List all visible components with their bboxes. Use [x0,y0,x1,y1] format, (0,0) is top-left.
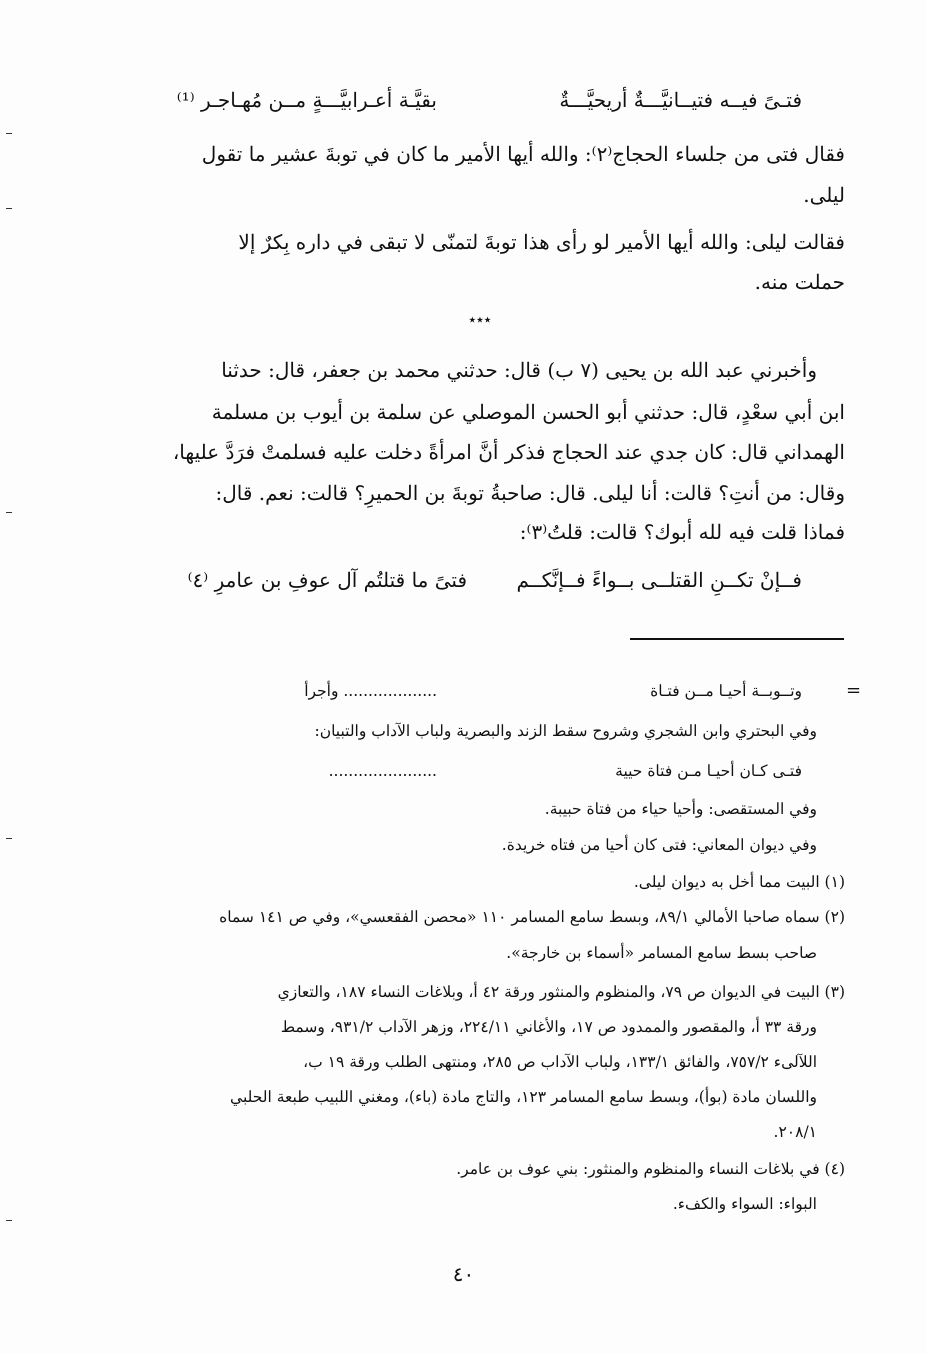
para3-line4: وقال: من أنتِ؟ قالت: أنا ليلى. قال: صاحبةُ توبةَ بن الحميرِ؟ قالت: نعم. قال: [215,481,845,505]
fn-verse1-right: وتــوبــة أحيـا مــن فتـاة [650,682,802,700]
para1-line1: فقال فتى من جلساء الحجاج⁽٢⁾: والله أيها الأمير ما كان في توبةَ عشير ما تقول [201,142,845,166]
footnote-2-line2: صاحب بسط سامع المسامر «أسماء بن خارجة». [506,944,817,962]
footnote-4-line2: البواء: السواء والكفء. [672,1195,817,1213]
verse1-left-hemistich: بقيَّـة أعـرابيَّـــةٍ مــن مُهـاجـر ⁽¹⁾ [176,88,437,112]
fn-line-a: وفي البحتري وابن الشجري وشروح سقط الزند والبصرية ولباب الآداب والتبيان: [314,722,817,740]
page-number: ٤٠ [452,1262,475,1286]
para1-line2: ليلى. [803,183,845,207]
verse2-right-hemistich: فــإنْ تكــنِ القتلــى بــواءً فــإنَّكــم [516,568,802,592]
para2-line2: حملت منه. [754,270,845,294]
footnote-3-line1: (٣) البيت في الديوان ص ٧٩، والمنظوم والمنثور ورقة ٤٢ أ، وبلاغات النساء ١٨٧، والتعازي [277,983,845,1001]
margin-mark [6,133,12,134]
margin-mark [6,838,12,839]
footnote-3-line3: اللآلىء ٧٥٧/٢، والفائق ١٣٣/١، ولباب الآداب ص ٢٨٥، ومنتهى الطلب ورقة ١٩ ب، [303,1053,817,1071]
footnote-4-line1: (٤) في بلاغات النساء والمنظوم والمنثور: بني عوف بن عامر. [456,1160,845,1178]
para2-line1: فقالت ليلى: والله أيها الأمير لو رأى هذا توبةَ لتمنّى لا تبقى في داره بِكرٌ إلا [238,230,845,254]
footnote-separator [630,638,844,640]
fn-verse1-left: ................... وأجرأ [304,682,437,700]
para3-line5: فماذا قلت فيه لله أبوك؟ قالت: قلتُ⁽٣⁾: [519,520,845,544]
para3-line1: وأخبرني عبد الله بن يحيى (٧ ب) قال: حدثني محمد بن جعفر، قال: حدثنا [221,358,817,382]
fn-verse2-right: فتـى كـان أحيـا مـن فتاة حيية [615,762,802,780]
verse1-right-hemistich: فتـىً فيــه فتيــانيَّـــةٌ أريحيَّـــةٌ [559,88,802,112]
verse2-left-hemistich: فتىً ما قتلتُم آل عوفِ بن عامرِ ⁽٤⁾ [187,568,467,592]
continuation-mark: = [846,680,862,701]
margin-mark [6,512,12,513]
footnote-2-line1: (٢) سماه صاحبا الأمالي ٨٩/١، وبسط سامع المسامر ١١٠ «محصن الفقعسي»، وفي ص ١٤١ سماه [219,908,845,926]
para3-line2: ابن أبي سعْدٍ، قال: حدثني أبو الحسن الموصلي عن سلمة بن أيوب بن مسلمة [211,400,845,424]
section-separator-stars: ٭٭٭ [468,312,492,328]
footnote-1: (١) البيت مما أخل به ديوان ليلى. [633,873,845,891]
margin-mark [6,208,12,209]
para3-line3: الهمداني قال: كان جدي عند الحجاج فذكر أنَّ امرأةً دخلت عليه فسلمتْ فرَدَّ عليها، [172,440,845,464]
margin-mark [6,1220,12,1221]
fn-line-b: وفي المستقصى: وأحيا حياء من فتاة حبيبة. [544,800,817,818]
footnote-3-line2: ورقة ٣٣ أ، والمقصور والممدود ص ١٧، والأغاني ٢٢٤/١١، وزهر الآداب ٩٣١/٢، وسمط [280,1018,817,1036]
fn-verse2-left: ...................... [328,762,437,780]
footnote-3-line5: ٢٠٨/١. [773,1123,817,1141]
fn-line-c: وفي ديوان المعاني: فتى كان أحيا من فتاه خريدة. [501,836,817,854]
footnote-3-line4: واللسان مادة (بوأ)، وبسط سامع المسامر ١٢٣، والتاج مادة (باء)، ومغني اللبيب طبعة الحلبي [230,1088,817,1106]
